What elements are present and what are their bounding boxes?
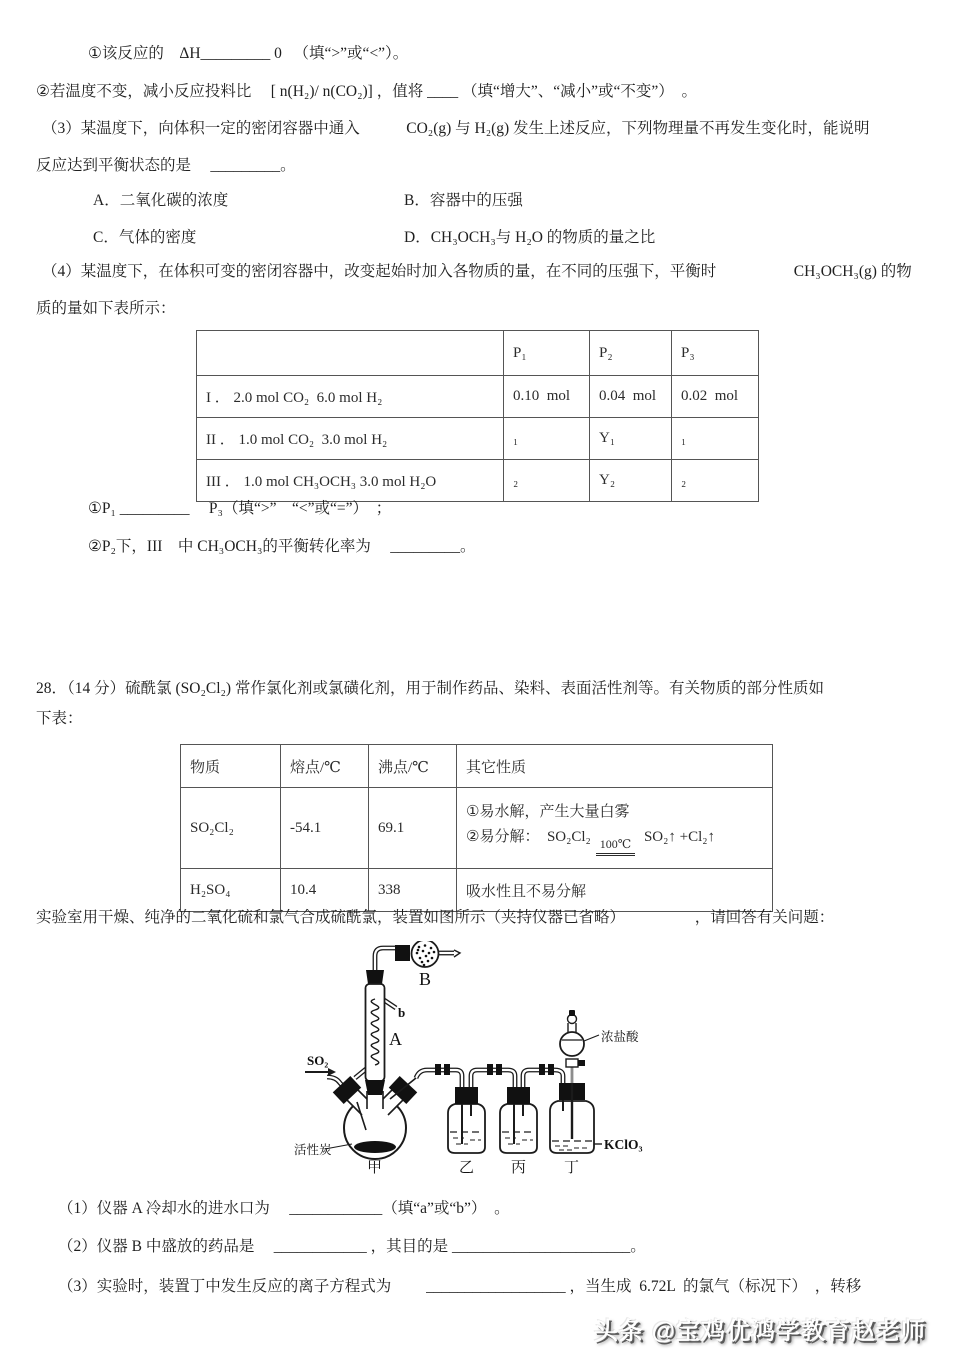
q28-sub2: （2）仪器 B 中盛放的药品是 ____________ ，其目的是 _______________________。 [58, 1238, 646, 1255]
cell-boiling: 338 [369, 869, 457, 912]
vessel3-label: 丙 [511, 1160, 527, 1176]
table-row [197, 460, 759, 502]
option-d: D．CH₃OCH₃与 H₂O 的物质的量之比 [404, 229, 656, 246]
condenser-label-A: A [389, 1029, 402, 1049]
cell-boiling: 69.1 [369, 788, 457, 869]
header-cell-p3: P₃ [672, 331, 759, 376]
table-row [197, 418, 759, 460]
cell-melting: -54.1 [281, 788, 369, 869]
q28-sub3: （3）实验时，装置丁中发生反应的离子方程式为 __________________ ，当生成 6.72L 的氯气（标况下） ，转移 [58, 1278, 862, 1295]
properties-header-row [181, 745, 773, 788]
cell-melting: 10.4 [281, 869, 369, 912]
cell-value: ₂ [672, 460, 759, 502]
header-substance: 物质 [181, 745, 281, 788]
header-other: 其它性质 [457, 745, 773, 788]
header-cell-p1: P₁ [504, 331, 590, 376]
cell-other-properties: 吸水性且不易分解 [457, 869, 773, 912]
so2-label: SO₂ [307, 1053, 329, 1068]
hydrolysis-note: ①易水解，产生大量白雾 [466, 804, 630, 821]
cell-value: 0.02 mol [672, 376, 759, 418]
cell-value: 0.10 mol [504, 376, 590, 418]
q27-sub2-line: ②若温度不变，减小反应投料比 [ n(H₂)/ n(CO₂)] ，值将 ____ （填“增大”、“减小”或“不变”） 。 [36, 83, 697, 100]
condenser [366, 970, 385, 1081]
header-cell [197, 331, 504, 376]
cell-substance: H₂SO₄ [181, 869, 281, 912]
port-b-label: b [398, 1005, 406, 1020]
option-a: A．二氧化碳的浓度 [93, 192, 229, 209]
cell-value: ₁ [672, 418, 759, 460]
equation-prefix: ②易分解： SO₂Cl₂ [466, 829, 591, 846]
header-melting: 熔点/℃ [281, 745, 369, 788]
header-boiling: 沸点/℃ [369, 745, 457, 788]
bottle-4-with-funnel [550, 1010, 602, 1153]
vessel2-label: 乙 [459, 1160, 475, 1176]
header-cell-p2: P₂ [590, 331, 672, 376]
table-header-row [197, 331, 759, 376]
cell-value: ₂ [504, 460, 590, 502]
q28-intro-line1: 28．（14 分）硫酰氯 (SO₂Cl₂) 常作氯化剂或氯磺化剂，用于制作药品、染料、表面活性剂等。有关物质的部分性质如 [36, 680, 824, 697]
q27-part4-line2: 质的量如下表所示： [36, 300, 176, 317]
decomposition-equation [466, 825, 763, 855]
cell-mixture-2: II ． 1.0 mol CO₂ 3.0 mol H₂ [197, 418, 504, 460]
cell-value: Y₁ [590, 418, 672, 460]
q27-sub1-line: ①该反应的 ΔH_________ 0 （填“>”或“<”）。 [88, 45, 409, 62]
properties-table [180, 744, 773, 912]
q28-sub1: （1）仪器 A 冷却水的进水口为 ____________（填“a”或“b”） 。 [58, 1200, 510, 1217]
kclo3-label: KClO₃ [604, 1137, 643, 1152]
cell-mixture-1: I ． 2.0 mol CO₂ 6.0 mol H₂ [197, 376, 504, 418]
so2-arrow-icon [305, 1068, 336, 1076]
vessel4-label: 丁 [564, 1160, 580, 1176]
option-b: B．容器中的压强 [404, 192, 523, 209]
table-row [197, 376, 759, 418]
cell-value: 0.04 mol [590, 376, 672, 418]
q27-table-sub2: ②P₂下，III 中 CH₃OCH₃的平衡转化率为 _________。 [88, 538, 476, 555]
q27-part3-line1: （3）某温度下，向体积一定的密闭容器中通入 CO₂(g) 与 H₂(g) 发生上述反应，下列物理量不再发生变化时，能说明 [42, 120, 870, 137]
condition-temperature: 100℃ [596, 838, 635, 855]
wash-bottle-2 [448, 1087, 485, 1153]
tubing-outer [327, 948, 563, 1102]
q27-part3-line2: 反应达到平衡状态的是 _________。 [36, 157, 296, 174]
q27-part4-line1: （4）某温度下，在体积可变的密闭容器中，改变起始时加入各物质的量，在不同的压强下，平衡时 CH₃OCH₃(g) 的物 [42, 263, 912, 280]
cell-substance: SO₂Cl₂ [181, 788, 281, 869]
q28-intro-line2: 下表： [36, 710, 83, 727]
tubing-inner [327, 948, 563, 1102]
cell-other-properties [457, 788, 773, 869]
so2cl2-row [181, 788, 773, 869]
cell-value: Y₂ [590, 460, 672, 502]
q28-setup-line: 实验室用干燥、纯净的二氧化硫和氯气合成硫酰氯，装置如图所示（夹持仪器已省略） ，请回答有关问题： [36, 909, 835, 926]
cell-value: ₁ [504, 418, 590, 460]
equilibrium-table [196, 330, 759, 502]
vessel1-label: 甲 [367, 1160, 383, 1176]
apparatus-diagram [278, 941, 678, 1191]
option-c: C．气体的密度 [93, 229, 197, 246]
equation-products: SO₂↑ +Cl₂↑ [640, 829, 715, 846]
activated-carbon-label: 活性炭 [294, 1143, 332, 1157]
watermark: 头条 @宝鸡优鸿学教育赵老师 [594, 1318, 927, 1345]
three-neck-flask [325, 1076, 417, 1159]
h2so4-row [181, 869, 773, 912]
cell-mixture-3: III ． 1.0 mol CH₃OCH₃ 3.0 mol H₂O [197, 460, 504, 502]
wash-bottle-3 [500, 1087, 537, 1153]
reaction-condition [596, 838, 635, 855]
conc-hcl-label: 浓盐酸 [601, 1030, 639, 1044]
q27-table-sub1: ①P₁ _________ P₃（填“>” “<”或“=”） ； [88, 500, 392, 517]
bulb-label-B: B [419, 969, 432, 989]
